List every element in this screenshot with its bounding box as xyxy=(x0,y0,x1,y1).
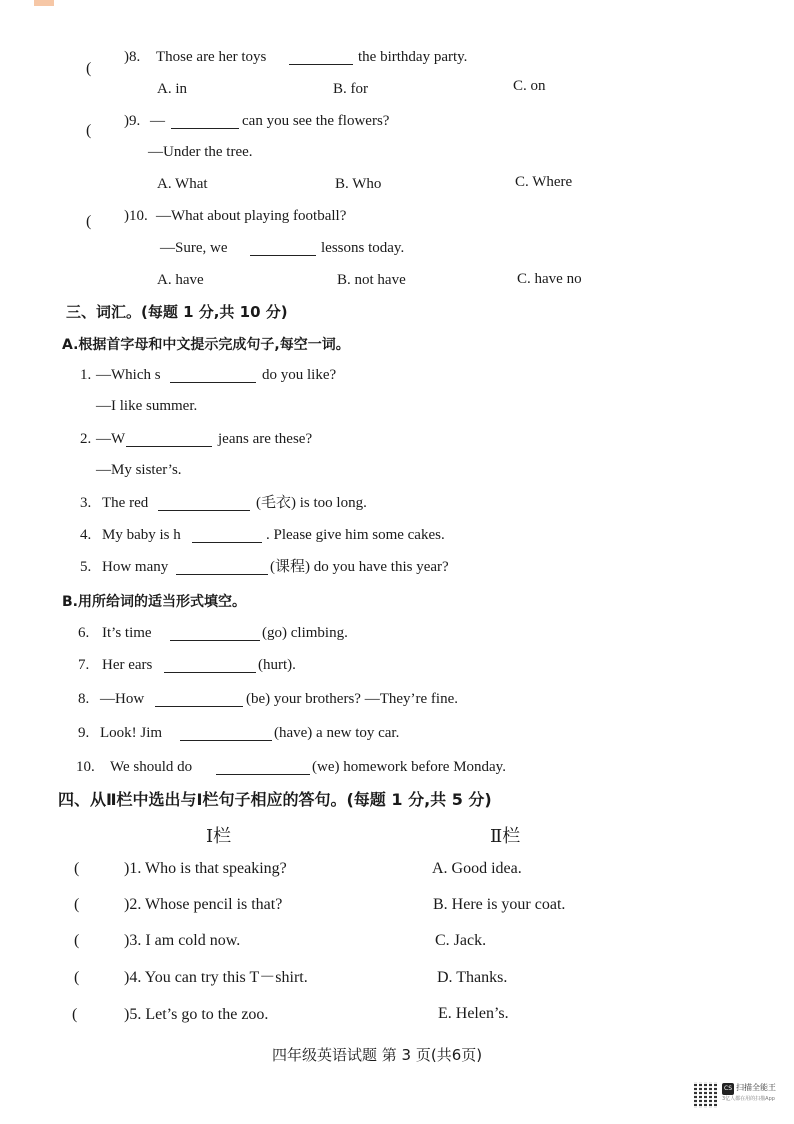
scanner-app-name xyxy=(722,1082,776,1095)
item-number: 8. xyxy=(78,691,90,707)
item-text: We should do xyxy=(110,759,193,775)
question-stem: — xyxy=(150,113,165,129)
scanner-logo: CS xyxy=(722,1083,734,1095)
answer-blank[interactable] xyxy=(250,241,316,256)
item-text: —How xyxy=(100,691,145,707)
scanner-app-label: 扫描全能王 xyxy=(736,1083,776,1092)
answer-blank[interactable] xyxy=(171,114,239,129)
match-question: )2. Whose pencil is that? xyxy=(124,896,283,913)
answer-blank[interactable] xyxy=(126,432,212,447)
match-answer: A. Good idea. xyxy=(432,860,522,877)
question-number: )10. xyxy=(124,208,148,224)
page-footer: 四年级英语试题 第 3 页(共6页) xyxy=(272,1046,483,1064)
answer-blank[interactable] xyxy=(176,560,268,575)
match-answer: D. Thanks. xyxy=(437,969,508,986)
section-4-title: 四、从Ⅱ栏中选出与Ⅰ栏句子相应的答句。(每题 1 分,共 5 分) xyxy=(58,790,492,809)
item-text: (have) a new toy car. xyxy=(274,725,400,741)
item-text: do you like? xyxy=(262,367,337,383)
item-text: jeans are these? xyxy=(218,431,313,447)
item-number: 2. xyxy=(80,431,92,447)
match-question: )4. You can try this T－shirt. xyxy=(124,969,308,986)
answer-paren: ( xyxy=(86,60,92,77)
question-number: )9. xyxy=(124,113,141,129)
option-b: B. Who xyxy=(335,176,382,192)
item-number: 4. xyxy=(80,527,92,543)
qr-code-icon xyxy=(694,1082,718,1108)
item-text: (hurt). xyxy=(258,657,296,673)
answer-blank[interactable] xyxy=(180,726,272,741)
answer-blank[interactable] xyxy=(170,368,256,383)
item-text: How many xyxy=(102,559,169,575)
match-question: )1. Who is that speaking? xyxy=(124,860,287,877)
column-2-header: Ⅱ栏 xyxy=(490,826,521,846)
item-text: (课程) do you have this year? xyxy=(270,559,449,575)
item-text: —W xyxy=(96,431,126,447)
question-stem: the birthday party. xyxy=(358,49,468,65)
match-answer: C. Jack. xyxy=(435,932,487,949)
answer-paren: ( xyxy=(74,860,80,877)
match-answer: B. Here is your coat. xyxy=(433,896,566,913)
item-text: (go) climbing. xyxy=(262,625,348,641)
item-text: (we) homework before Monday. xyxy=(312,759,506,775)
item-number: 3. xyxy=(80,495,92,511)
option-b: B. not have xyxy=(337,272,406,288)
item-text: (be) your brothers? —They’re fine. xyxy=(246,691,458,707)
answer-paren: ( xyxy=(74,969,80,986)
answer-blank[interactable] xyxy=(289,50,353,65)
item-number: 10. xyxy=(76,759,95,775)
dialogue-line: lessons today. xyxy=(321,240,405,256)
dialogue-line: —Under the tree. xyxy=(148,144,253,160)
match-question: )3. I am cold now. xyxy=(124,932,241,949)
section-3-title: 三、词汇。(每题 1 分,共 10 分) xyxy=(66,303,288,321)
part-b-instruction: B.用所给词的适当形式填空。 xyxy=(62,594,246,610)
option-a: A. have xyxy=(157,272,204,288)
item-text: (毛衣) is too long. xyxy=(256,495,367,511)
item-text: It’s time xyxy=(102,625,152,641)
answer-blank[interactable] xyxy=(192,528,262,543)
option-c: C. Where xyxy=(515,174,573,190)
option-a: A. What xyxy=(157,176,208,192)
scanner-badge xyxy=(694,1082,786,1108)
answer-paren: ( xyxy=(74,896,80,913)
item-text: Her ears xyxy=(102,657,153,673)
part-a-instruction: A.根据首字母和中文提示完成句子,每空一词。 xyxy=(62,337,350,353)
question-number: )8. xyxy=(124,49,141,65)
question-stem: —What about playing football? xyxy=(156,208,347,224)
question-stem: can you see the flowers? xyxy=(242,113,390,129)
item-number: 6. xyxy=(78,625,90,641)
answer-paren: ( xyxy=(86,213,92,230)
item-text: The red xyxy=(102,495,149,511)
item-number: 9. xyxy=(78,725,90,741)
answer-paren: ( xyxy=(74,932,80,949)
item-text: Look! Jim xyxy=(100,725,163,741)
match-answer: E. Helen’s. xyxy=(438,1005,509,1022)
dialogue-line: —My sister’s. xyxy=(96,462,182,478)
option-a: A. in xyxy=(157,81,187,97)
answer-blank[interactable] xyxy=(216,760,310,775)
question-stem: Those are her toys xyxy=(156,49,267,65)
answer-blank[interactable] xyxy=(158,496,250,511)
answer-blank[interactable] xyxy=(170,626,260,641)
item-text: My baby is h xyxy=(102,527,181,543)
item-number: 7. xyxy=(78,657,90,673)
corner-mark xyxy=(34,0,54,6)
item-text: —Which s xyxy=(96,367,161,383)
answer-blank[interactable] xyxy=(155,692,243,707)
dialogue-line: —I like summer. xyxy=(96,398,198,414)
match-question: )5. Let’s go to the zoo. xyxy=(124,1006,269,1023)
option-c: C. have no xyxy=(517,271,582,287)
option-c: C. on xyxy=(513,78,546,94)
item-number: 1. xyxy=(80,367,92,383)
column-1-header: Ⅰ栏 xyxy=(206,826,232,846)
option-b: B. for xyxy=(333,81,368,97)
item-number: 5. xyxy=(80,559,92,575)
scanner-app-slogan: 3亿人都在用的扫描App xyxy=(722,1096,775,1102)
dialogue-line: —Sure, we xyxy=(160,240,228,256)
item-text: . Please give him some cakes. xyxy=(266,527,445,543)
answer-paren: ( xyxy=(86,122,92,139)
answer-blank[interactable] xyxy=(164,658,256,673)
answer-paren: ( xyxy=(72,1006,78,1023)
